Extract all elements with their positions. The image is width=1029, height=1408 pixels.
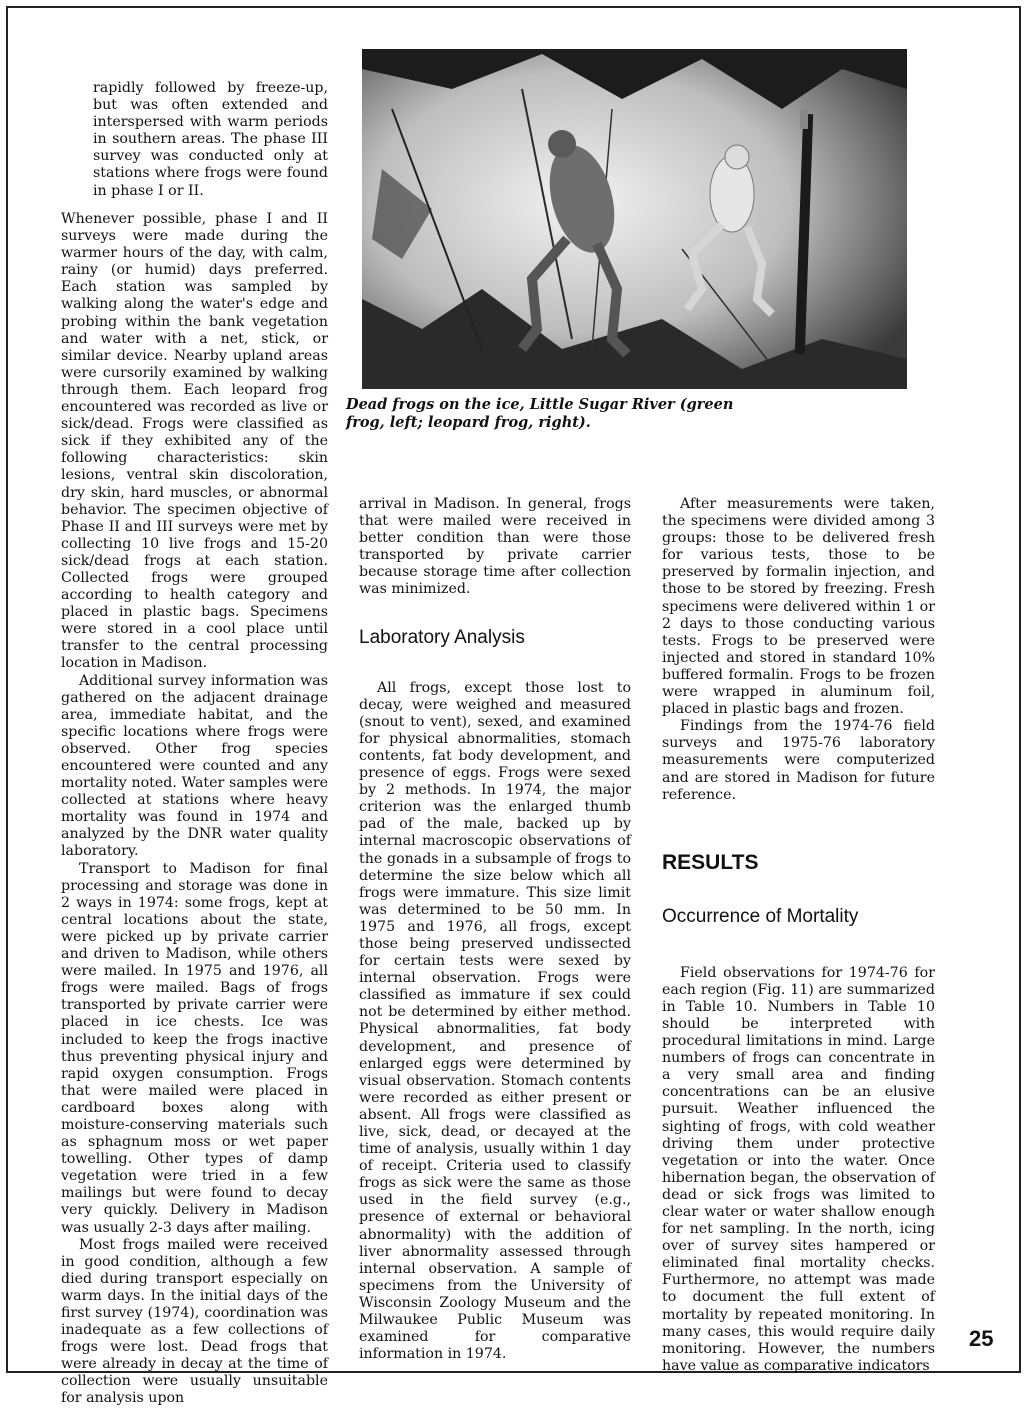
paragraph: Whenever possible, phase I and II surveys were made during the warmer hours of the day, with calm, rainy (or humid) days preferred. Each station was sampled by walking along the water's edge and probing within the bank vegetation and water with a net, stick, or similar device. Nearby upland areas were cursorily examined by walking through them. Each leopard frog encountered was recorded as live or sick/dead. Frogs were classified as sick if they exhibited any of the following characteristics: skin lesions, ventral skin discoloration, dry skin, hard muscles, or abnormal behavior. The specimen objective of Phase II and III surveys were met by collecting 10 live frogs and 15-20 sick/dead frogs at each station. Collected frogs were grouped according to health category and placed in plastic bags. Specimens were stored in a cool place until transfer to the central processing location in Madison. (61, 211, 328, 672)
paragraph: Additional survey information was gathered on the adjacent drainage area, immediate habitat, and the specific locations where frogs were observed. Other frog species encountered were counted and any mortality noted. Water samples were collected at stations where heavy mortality was found in 1974 and analyzed by the DNR water quality laboratory. (61, 672, 328, 860)
section-heading-occurrence-of-mortality: Occurrence of Mortality (662, 905, 859, 927)
paragraph: Most frogs mailed were received in good condition, although a few died during transport especially on warm days. In the initial days of the first survey (1974), coordination was inadequate as a few collections of frogs were lost. Dead frogs that were already in decay at the time of collection were usually unsuitable for analysis upon (61, 1236, 328, 1407)
page-number: 25 (969, 1326, 994, 1351)
paragraph: Findings from the 1974-76 field surveys and 1975-76 laboratory measurements were computerized and are stored in Madison for future reference. (662, 718, 935, 803)
column-3 (662, 496, 935, 1375)
section-heading-laboratory-analysis: Laboratory Analysis (359, 626, 525, 648)
paragraph: After measurements were taken, the specimens were divided among 3 groups: those to be delivered fresh for various tests, those to be preserved by formalin injection, and those to be stored by freezing. Fresh specimens were delivered within 1 or 2 days to those conducting various tests. Frogs to be preserved were injected and stored in standard 10% buffered formalin. Frogs to be frozen were wrapped in aluminum foil, placed in plastic bags and frozen. (662, 496, 935, 718)
paragraph: rapidly followed by freeze-up, but was often extended and interspersed with warm periods in southern areas. The phase III survey was conducted only at stations where frogs were found in phase I or II. (93, 80, 328, 199)
paragraph: Field observations for 1974-76 for each region (Fig. 11) are summarized in Table 10. Numbers in Table 10 should be interpreted with procedural limitations in mind. Large numbers of frogs can concentrate in a very small area and finding concentrations can be an elusive pursuit. Weather influenced the sighting of frogs, with cold weather driving them under protective vegetation or into the water. Once hibernation began, the observation of dead or sick frogs was limited to clear water or water shallow enough for net sampling. In the north, icing over of survey sites hampered or eliminated final mortality checks. Furthermore, no attempt was made to document the full extent of mortality by repeated monitoring. In many cases, this would require daily monitoring. However, the numbers have value as comparative indicators (662, 964, 935, 1374)
photo-caption: Dead frogs on the ice, Little Sugar River (green frog, left; leopard frog, right). (346, 396, 734, 431)
paragraph: arrival in Madison. In general, frogs that were mailed were received in better condition than were those transported by private carrier because storage time after collection was minimized. (359, 496, 631, 598)
photo-dead-frogs (362, 49, 907, 389)
paragraph: All frogs, except those lost to decay, were weighed and measured (snout to vent), sexed, and examined for physical abnormalities, stomach contents, fat body development, and presence of eggs. Frogs were sexed by 2 methods. In 1974, the major criterion was the enlarged thumb pad of the male, backed up by internal macroscopic observations of the gonads in a subsample of frogs to determine the size below which all frogs were immature. This size limit was determined to be 50 mm. In 1975 and 1976, all frogs, except those being preserved undissected for certain tests were sexed by internal observation. Frogs were classified as immature if sex could not be determined by either method. Physical abnormalities, fat body development, and presence of enlarged eggs were determined by visual observation. Stomach contents were recorded as either present or absent. All frogs were classified as live, sick, dead, or decayed at the time of analysis, usually within 1 day of receipt. Criteria used to classify frogs as sick were the same as those used in the field survey (e.g., presence of external or behavioral abnormality) with the addition of liver abnormality assessed through internal observation. A sample of specimens from the University of Wisconsin Zoology Museum and the Milwaukee Public Museum was examined for comparative information in 1974. (359, 679, 631, 1363)
photo-image (362, 49, 907, 389)
column-2 (359, 496, 631, 1363)
column-1-top (93, 80, 328, 200)
section-heading-results: RESULTS (662, 850, 759, 874)
paragraph: Transport to Madison for final processing and storage was done in 2 ways in 1974: some frogs, kept at central locations about the state, were picked up by private carrier and driven to Madison, while others were mailed. In 1975 and 1976, all frogs were mailed. Bags of frogs transported by private carrier were placed in ice chests. Ice was included to keep the frogs inactive thus preventing physical injury and rapid oxygen consumption. Frogs that were mailed were placed in cardboard boxes along with moisture-conserving materials such as sphagnum moss or wet paper towelling. Other types of damp vegetation were tried in a few mailings but were found to decay very quickly. Delivery in Madison was usually 2-3 days after mailing. (61, 860, 328, 1236)
column-1 (61, 211, 328, 1408)
